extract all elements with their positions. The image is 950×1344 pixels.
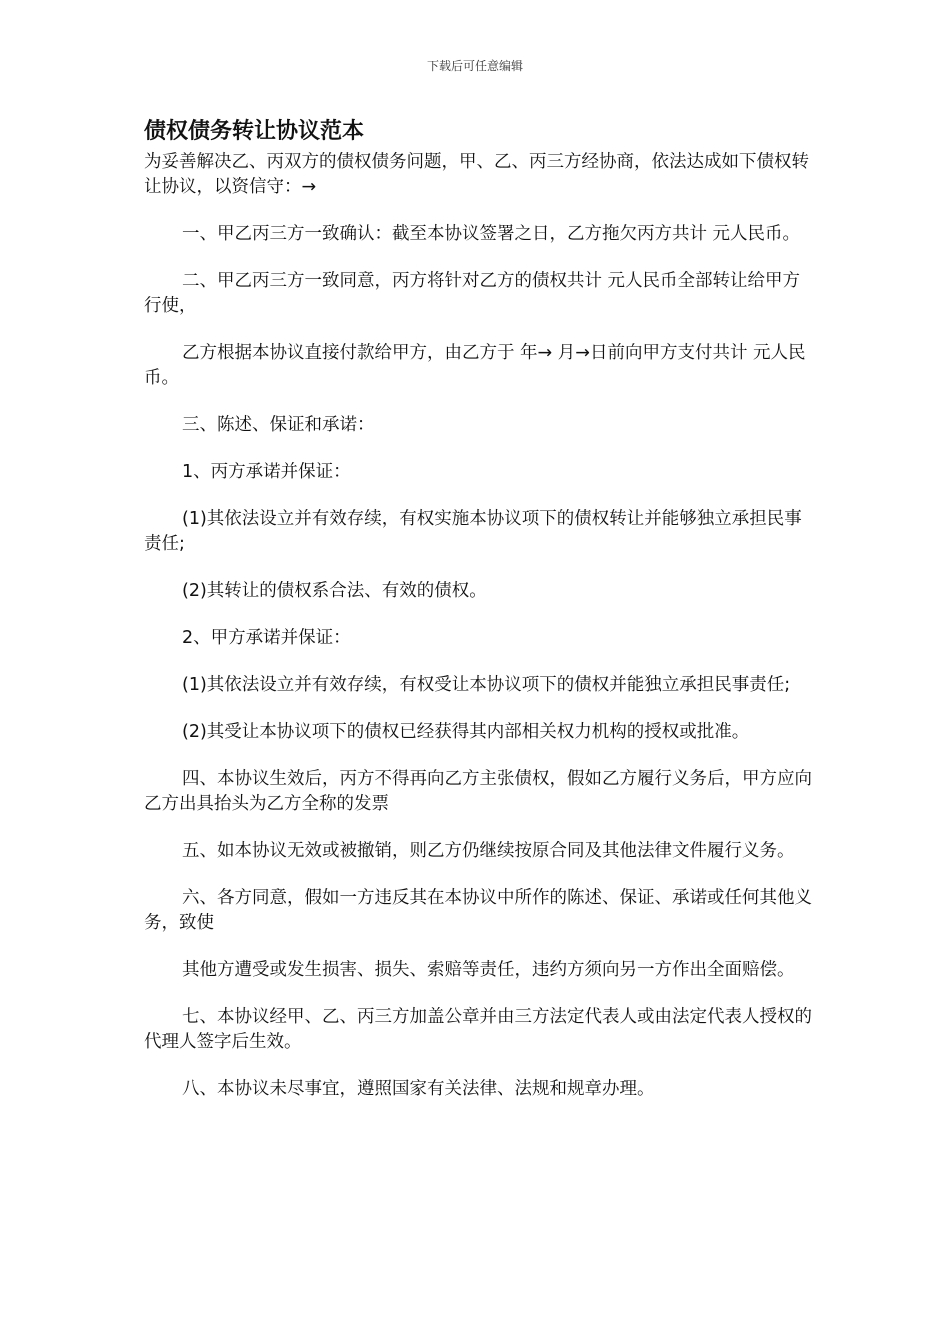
- header-note: 下载后可任意编辑: [426, 59, 523, 73]
- clause-3-heading: 三、陈述、保证和承诺：: [182, 415, 375, 435]
- clause-2-payment: 乙方根据本协议直接付款给甲方，由乙方于 年→ 月→日前向甲方支付共计 元人民币。: [144, 343, 806, 388]
- clause-3-2-item-2: (2)其受让本协议项下的债权已经获得其内部相关权力机构的授权或批准。: [182, 722, 750, 742]
- clause-3-1-heading: 1、丙方承诺并保证：: [182, 462, 351, 482]
- document-body: [144, 116, 816, 1102]
- clause-2: 二、甲乙丙三方一致同意，丙方将针对乙方的债权共计 元人民币全部转让给甲方行使，: [144, 271, 801, 316]
- clause-3-2-heading: 2、甲方承诺并保证：: [182, 628, 351, 648]
- intro-paragraph: 为妥善解决乙、丙双方的债权债务问题，甲、乙、丙三方经协商，依法达成如下债权转让协议，以资信守：→: [144, 152, 809, 197]
- clause-3-2-item-1: (1)其依法设立并有效存续，有权受让本协议项下的债权并能独立承担民事责任;: [182, 675, 791, 695]
- clause-7: 七、本协议经甲、乙、丙三方加盖公章并由三方法定代表人或由法定代表人授权的代理人签字后生效。: [144, 1007, 812, 1052]
- clause-6-continued: 其他方遭受或发生损害、损失、索赔等责任，违约方须向另一方作出全面赔偿。: [182, 960, 795, 980]
- clause-3-1-item-1: (1)其依法设立并有效存续，有权实施本协议项下的债权转让并能够独立承担民事责任;: [144, 509, 802, 554]
- clause-5: 五、如本协议无效或被撤销，则乙方仍继续按原合同及其他法律文件履行义务。: [182, 841, 795, 861]
- clause-6: 六、各方同意，假如一方违反其在本协议中所作的陈述、保证、承诺或任何其他义务，致使: [144, 888, 812, 933]
- document-title: 债权债务转让协议范本: [144, 119, 365, 144]
- clause-8: 八、本协议未尽事宜，遵照国家有关法律、法规和规章办理。: [182, 1079, 655, 1099]
- clause-1: 一、甲乙丙三方一致确认：截至本协议签署之日，乙方拖欠丙方共计 元人民币。: [182, 224, 801, 244]
- clause-3-1-item-2: (2)其转让的债权系合法、有效的债权。: [182, 581, 487, 601]
- clause-4: 四、本协议生效后，丙方不得再向乙方主张债权，假如乙方履行义务后，甲方应向乙方出具抬头为乙方全称的发票: [144, 769, 812, 814]
